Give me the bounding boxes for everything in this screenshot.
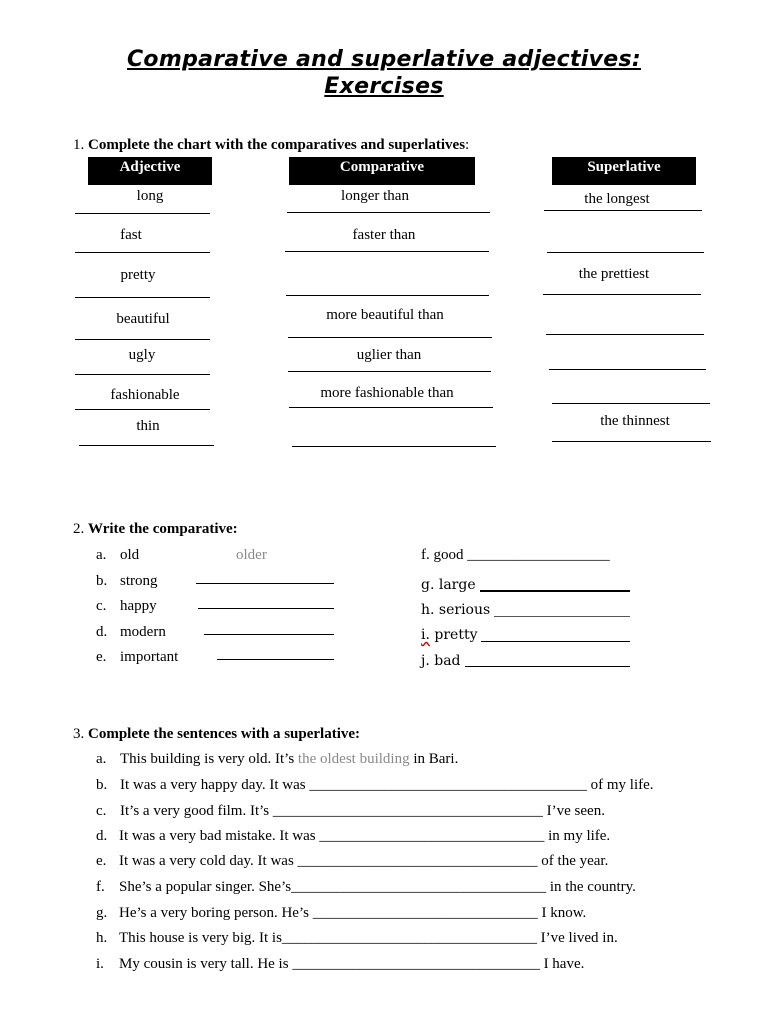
item-letter: d. [96, 624, 108, 640]
answer-line[interactable] [204, 634, 334, 635]
adjective-cell: long [136, 188, 164, 204]
sentence-text[interactable]: This house is very big. It is__________________________________ I’ve lived in. [119, 930, 618, 946]
comparative-cell: longer than [341, 188, 409, 204]
adjective-cell: beautiful [116, 311, 170, 327]
header-superlative: Superlative [552, 157, 696, 185]
answer-line[interactable] [549, 369, 706, 370]
item-text [421, 627, 478, 643]
answer-line[interactable] [79, 445, 214, 446]
exercise-1-heading [73, 137, 469, 154]
comparative-cell: more fashionable than [320, 385, 454, 401]
superlative-cell: the prettiest [578, 266, 650, 282]
item-letter: f. [96, 879, 105, 895]
exercise-number: 3. [73, 726, 85, 742]
answer-line[interactable] [552, 441, 711, 442]
exercise-instruction: Complete the chart with the comparatives and superlatives [88, 137, 466, 153]
sentence-text[interactable]: It was a very bad mistake. It was ______________________________ in my life. [119, 828, 611, 844]
item-word: old [120, 547, 140, 563]
item-word: pretty [429, 627, 478, 643]
colon: : [465, 137, 470, 153]
item-letter: g. [96, 905, 108, 921]
answer-line[interactable] [198, 608, 334, 609]
answer-line[interactable] [543, 294, 701, 295]
item-letter: h. [96, 930, 108, 946]
exercise-2-heading [73, 521, 238, 538]
sentence-text[interactable]: It’s a very good film. It’s ____________________________________ I’ve seen. [120, 803, 605, 819]
answer-line[interactable] [552, 403, 710, 404]
sentence-end: in Bari. [409, 751, 459, 767]
answer-line[interactable] [75, 374, 210, 375]
answer-line[interactable] [289, 407, 493, 408]
answer-line[interactable] [75, 252, 210, 253]
answer-line[interactable] [547, 252, 704, 253]
answer-line[interactable] [75, 213, 210, 214]
item-letter: a. [96, 547, 107, 563]
answer-line[interactable] [465, 666, 630, 667]
sentence-text[interactable]: It was a very cold day. It was ________________________________ of the year. [119, 853, 609, 869]
answer-line[interactable] [288, 371, 491, 372]
answer-line[interactable] [75, 409, 210, 410]
item-text: j. bad [421, 653, 461, 669]
adjective-cell: fashionable [110, 387, 180, 403]
superlative-cell: the thinnest [600, 413, 670, 429]
example-answer: older [236, 547, 267, 563]
answer-line[interactable] [75, 297, 210, 298]
item-word: modern [120, 624, 166, 640]
exercise-instruction: Complete the sentences with a superlative: [88, 726, 361, 742]
sentence-text[interactable]: She’s a popular singer. She’s__________________________________ in the country. [119, 879, 636, 895]
item-word: strong [120, 573, 158, 589]
item-text: h. serious [421, 602, 491, 618]
adjective-cell: pretty [120, 267, 156, 283]
exercise-number: 1. [73, 137, 85, 153]
answer-line[interactable] [287, 212, 490, 213]
header-comparative: Comparative [289, 157, 475, 185]
exercise-3-heading [73, 726, 360, 743]
comparative-cell: uglier than [356, 347, 422, 363]
adjective-cell: ugly [128, 347, 156, 363]
answer-line[interactable] [196, 583, 334, 584]
item-letter: b. [96, 573, 108, 589]
sentence-text[interactable]: My cousin is very tall. He is _________________________________ I have. [119, 956, 585, 972]
item-letter: e. [96, 649, 107, 665]
sentence-text[interactable]: He’s a very boring person. He’s ______________________________ I know. [119, 905, 587, 921]
example-sentence [120, 751, 458, 768]
item-text: f. good ___________________ [421, 547, 610, 563]
item-word: important [120, 649, 179, 665]
item-letter: i. [96, 956, 104, 972]
example-answer: the oldest building [297, 751, 410, 767]
adjective-cell: thin [136, 418, 160, 434]
item-letter: c. [96, 803, 107, 819]
item-letter: c. [96, 598, 107, 614]
answer-line[interactable] [546, 334, 704, 335]
item-letter: a. [96, 751, 107, 767]
answer-line[interactable] [286, 295, 489, 296]
adjective-cell: fast [120, 227, 142, 243]
answer-line[interactable] [288, 337, 492, 338]
item-letter: d. [96, 828, 108, 844]
comparative-cell: more beautiful than [326, 307, 444, 323]
item-text: g. large [421, 577, 476, 593]
page-subtitle: Exercises [324, 74, 444, 99]
sentence-start: This building is very old. It’s [120, 751, 298, 767]
item-letter: e. [96, 853, 107, 869]
answer-line[interactable] [480, 590, 630, 592]
spellcheck-mark: i. [421, 627, 430, 643]
comparative-cell: faster than [352, 227, 416, 243]
answer-line[interactable] [75, 339, 210, 340]
item-letter: b. [96, 777, 108, 793]
answer-line[interactable] [292, 446, 496, 447]
answer-line[interactable] [481, 641, 630, 642]
answer-line[interactable] [544, 210, 702, 211]
sentence-text[interactable]: It was a very happy day. It was _____________________________________ of my life. [120, 777, 654, 793]
superlative-cell: the longest [584, 191, 650, 207]
header-adjective: Adjective [88, 157, 212, 185]
exercise-instruction: Write the comparative: [88, 521, 238, 537]
answer-line[interactable] [285, 251, 489, 252]
item-word: happy [120, 598, 157, 614]
answer-line[interactable] [494, 616, 630, 617]
page-title: Comparative and superlative adjectives: [126, 47, 641, 72]
answer-line[interactable] [217, 659, 334, 660]
exercise-number: 2. [73, 521, 85, 537]
